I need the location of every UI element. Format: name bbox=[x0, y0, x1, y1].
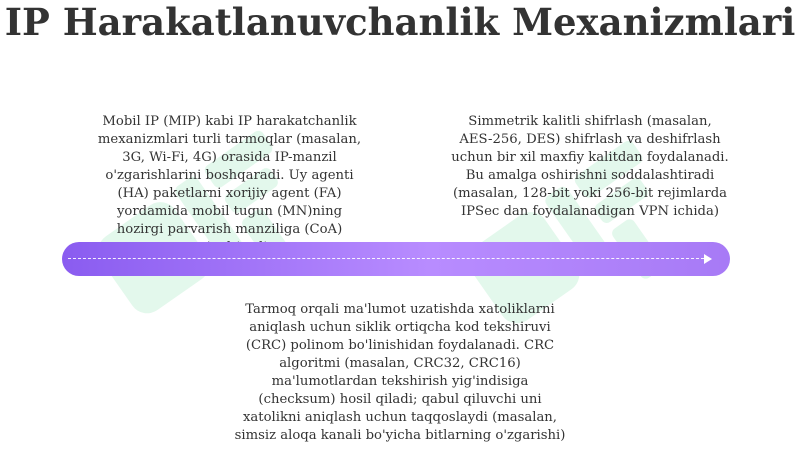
text-block-crc: Tarmoq orqali ma'lumot uzatishda xatoliklarni aniqlash uchun siklik ortiqcha kod tekshiruvi (CRC) polinom bo'linishidan foydalanadi. CRC algoritmi (masalan, CRC32, CRC16) ma'lumotlardan tekshirish yig'indisiga (checksum) hosil qiladi; qabul qiluvchi uni xatolikni aniqlash uchun taqqoslaydi (masalan, simsiz aloqa kanali bo'yicha bitlarning o'zgarishi) bbox=[234, 302, 566, 443]
page-title: IP Harakatlanuvchanlik Mexanizmlari bbox=[4, 0, 796, 44]
timeline-bar bbox=[62, 242, 730, 276]
text-block-mobile-ip: Mobil IP (MIP) kabi IP harakatchanlik mexanizmlari turli tarmoqlar (masalan, 3G, Wi-Fi, 4G) orasida IP-manzil o'zgarishlarini boshqaradi. Uy agenti (HA) paketlarni xorijiy agent (FA) yordamida mobil tugun (MN)ning hozirgi parvarish manziliga (CoA) bbox=[97, 114, 362, 237]
arrow-right-icon bbox=[704, 254, 712, 264]
timeline-dashed-line bbox=[68, 258, 704, 259]
text-block-symmetric-encryption: Simmetrik kalitli shifrlash (masalan, AES-256, DES) shifrlash va deshifrlash uchun bir xil maxfiy kalitdan foydalanadi. Bu amalga oshirishni soddalashtiradi (masalan, 128-bit yoki 256-bit rejimlarda IPSec dan foydalanadigan VPN ichida) bbox=[451, 114, 729, 219]
